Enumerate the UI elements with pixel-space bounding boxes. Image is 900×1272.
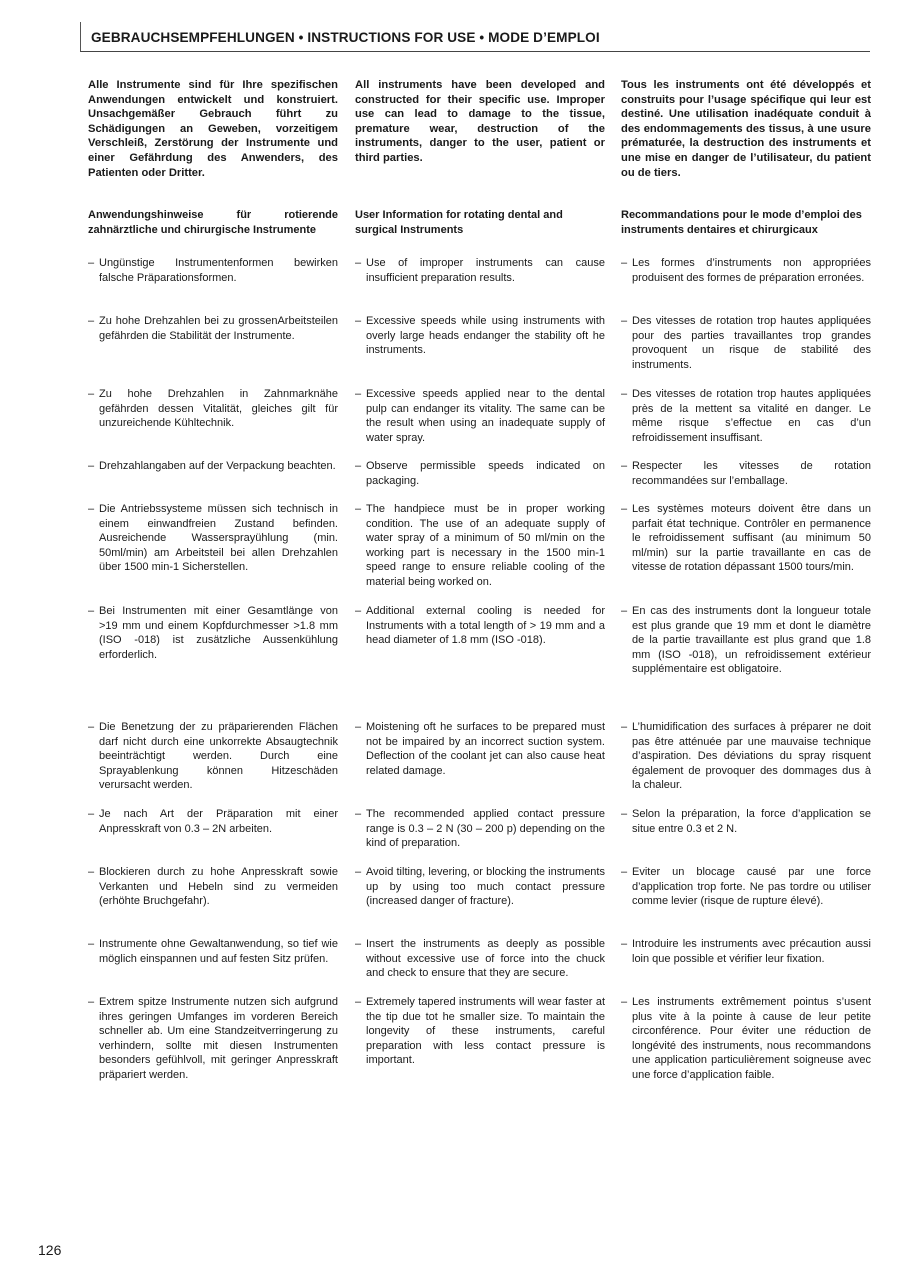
list-item-de: – Die Antriebssysteme müssen sich technisch in einem einwandfreien Zustand befinden. Ausreichende Wassersprayühlung (min. 50ml/min) am Arbeitsteil bei allen Drehzahlen über 1500 min-1 Sicherstellen. (88, 502, 338, 575)
list-item-en: – Excessive speeds while using instruments with overly large heads endanger the stability oft he instruments. (355, 314, 605, 358)
list-item-de: – Drehzahlangaben auf der Verpackung beachten. (88, 459, 338, 474)
subheading-de: Anwendungshinweise für rotierende zahnärztliche und chirurgische Instrumente (88, 209, 338, 236)
list-item-de: – Bei Instrumenten mit einer Gesamtlänge von >19 mm und einem Kopfdurchmesser >1.8 mm (ISO -018) ist zusätzliche Aussenkühlung erforderlich. (88, 604, 338, 662)
list-item-fr: – Introduire les instruments avec précaution aussi loin que possible et vérifier leur fixation. (621, 937, 871, 966)
list-item-de: – Je nach Art der Präparation mit einer Anpresskraft von 0.3 – 2N arbeiten. (88, 807, 338, 836)
subheading-en: User Information for rotating dental and surgical Instruments (355, 209, 563, 236)
list-item-fr: – Les instruments extrêmement pointus s’usent plus vite à la pointe à cause de leur petite circonférence. Pour éviter une réduction de longévité des instruments, nous recommandons une application particulièrement soigneuse avec une force d’application faible. (621, 995, 871, 1083)
intro-de: Alle Instrumente sind für Ihre spezifischen Anwendungen entwickelt und konstruiert. Unsachgemäßer Gebrauch führt zu Schädigungen an Geweben, vorzeitigem Verschleiß, Zerstörung der Instrumente und einer Gefährdung des Anwenders, des Patienten oder Dritter. (88, 79, 338, 179)
list-item-fr: – En cas des instruments dont la longueur totale est plus grande que 19 mm et dont le diamètre de la partie travaillante est plus grand que 1.8 mm (ISO -018), un refroidissement extérieur supplémentaire est obligatoire. (621, 604, 871, 677)
page-header (80, 22, 870, 52)
header-title: GEBRAUCHSEMPFEHLUNGEN • INSTRUCTIONS FOR USE • MODE D’EMPLOI (91, 30, 600, 45)
list-item-fr: – Respecter les vitesses de rotation recommandées sur l’emballage. (621, 459, 871, 488)
list-item-en: – Avoid tilting, levering, or blocking the instruments up by using too much contact pressure (increased danger of fracture). (355, 865, 605, 909)
page-number: 126 (38, 1242, 62, 1258)
list-item-en: – Extremely tapered instruments will wear faster at the tip due tot he smaller size. To maintain the longevity of these instruments, careful preparation with less contact pressure is important. (355, 995, 605, 1068)
list-item-fr: – Des vitesses de rotation trop hautes appliquées pour des parties travaillantes trop grandes provoquent un risque de stabilité des instruments. (621, 314, 871, 372)
list-item-de: – Zu hohe Drehzahlen in Zahnmarknähe gefährden dessen Vitalität, gleiches gilt für unzureichende Kühltechnik. (88, 387, 338, 431)
list-item-en: – Insert the instruments as deeply as possible without excessive use of force into the chuck and check to ensure that they are secure. (355, 937, 605, 981)
list-item-de: – Extrem spitze Instrumente nutzen sich aufgrund ihres geringen Umfanges im vorderen Bereich schneller ab. Um eine Standzeitverringerung zu verhindern, sollte mit diesen Instrumenten besonders gefühlvoll, mit geringer Anpresskraft präpariert werden. (88, 995, 338, 1083)
list-item-fr: – Eviter un blocage causé par une force d’application trop forte. Ne pas tordre ou utiliser comme levier (risque de rupture élevé). (621, 865, 871, 909)
intro-en: All instruments have been developed and constructed for their specific use. Improper use can lead to damage to the tissue, premature wear, destruction of the instruments, danger to the user, patient or third parties. (355, 79, 605, 164)
list-item-en: – Observe permissible speeds indicated on packaging. (355, 459, 605, 488)
list-item-fr: – Les formes d’instruments non appropriées produisent des formes de préparation erronées. (621, 256, 871, 285)
list-item-de: – Instrumente ohne Gewaltanwendung, so tief wie möglich einspannen und auf festen Sitz prüfen. (88, 937, 338, 966)
list-item-de: – Ungünstige Instrumentenformen bewirken falsche Präparationsformen. (88, 256, 338, 285)
list-item-fr: – L’humidification des surfaces à préparer ne doit pas être atténuée par une mauvaise technique d’aspiration. Des déviations du spray risquent également de provoquer des dommages dus à la chaleur. (621, 720, 871, 793)
list-item-en: – Excessive speeds applied near to the dental pulp can endanger its vitality. The same can be the result when using an inadequate supply of water spray. (355, 387, 605, 445)
list-item-fr: – Selon la préparation, la force d’application se situe entre 0.3 et 2 N. (621, 807, 871, 836)
list-item-en: – Additional external cooling is needed for Instruments with a total length of > 19 mm and a head diameter of 1.8 mm (ISO -018). (355, 604, 605, 648)
subheading-fr: Recommandations pour le mode d’emploi des instruments dentaires et chirurgicaux (621, 209, 862, 236)
intro-fr: Tous les instruments ont été développés et construits pour l’usage spécifique qui leur est destiné. Une utilisation inadéquate conduit à des endommagements des tissus, à une usure prématurée, la destruction des instruments et une mise en danger de l’utilisateur, du patient ou de tiers. (621, 79, 871, 179)
list-item-en: – The handpiece must be in proper working condition. The use of an adequate supply of water spray of a minimum of 50 ml/min on the working part is necessary in the 1500 min-1 speed range to ensure reliable cooling of the material being worked on. (355, 502, 605, 590)
list-item-fr: – Les systèmes moteurs doivent être dans un parfait état technique. Contrôler en permanence le refroidissement suffisant (au minimum 50 ml/min) sur la partie travaillante en cas de vitesse de rotation dépassant 1500 tours/min. (621, 502, 871, 575)
list-item-de: – Zu hohe Drehzahlen bei zu grossenArbeitsteilen gefährden die Stabilität der Instrumente. (88, 314, 338, 343)
list-item-fr: – Des vitesses de rotation trop hautes appliquées près de la mettent sa vitalité en danger. Le même risque s’effectue en cas d’un refroidissement insuffisant. (621, 387, 871, 445)
list-item-en: – Moistening oft he surfaces to be prepared must not be impaired by an incorrect suction system. Deflection of the coolant jet can also cause heat related damage. (355, 720, 605, 778)
list-item-en: – The recommended applied contact pressure range is 0.3 – 2 N (30 – 200 p) depending on the kind of preparation. (355, 807, 605, 851)
list-item-de: – Blockieren durch zu hohe Anpresskraft sowie Verkanten und Hebeln sind zu vermeiden (erhöhte Bruchgefahr). (88, 865, 338, 909)
list-item-de: – Die Benetzung der zu präparierenden Flächen darf nicht durch eine unkorrekte Absaugtechnik beeinträchtigt werden. Durch eine Sprayablenkung können Hitzeschäden verursacht werden. (88, 720, 338, 793)
list-item-en: – Use of improper instruments can cause insufficient preparation results. (355, 256, 605, 285)
